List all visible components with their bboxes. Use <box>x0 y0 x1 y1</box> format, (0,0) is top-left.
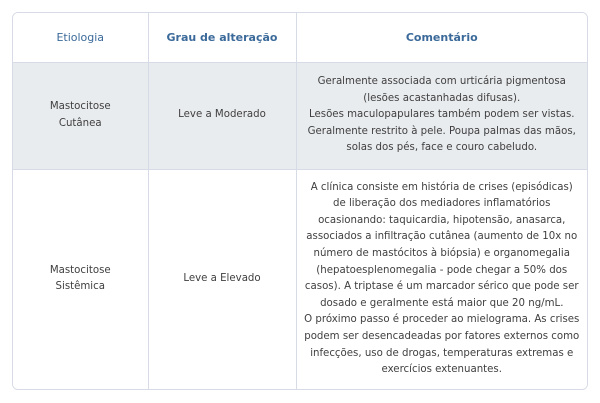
cell-text-line: associados a infiltração cutânea (aumento de 10x no <box>306 231 578 243</box>
cell-text-line: exercícios extenuantes. <box>381 364 502 376</box>
cell-text-line: O próximo passo é proceder ao mielograma. As crises <box>304 314 580 326</box>
cell-text-line: número de mastócitos à biópsia) e organomegalia <box>313 248 570 260</box>
header-comentario: Comentário <box>296 13 587 62</box>
cell-text-line: Cutânea <box>58 117 102 129</box>
cell-text-line: solas dos pés, face e couro cabeludo. <box>346 142 538 154</box>
table <box>13 13 587 389</box>
cell-text-line: Sistêmica <box>55 281 105 293</box>
cell-comentario <box>296 169 587 389</box>
table-row <box>13 62 587 169</box>
cell-text-line: A clínica consiste em história de crises (episódicas) <box>310 181 573 193</box>
cell-text-line: ocasionando: taquicardia, hipotensão, anasarca, <box>318 214 566 226</box>
cell-text-line: Mastocitose <box>49 100 111 112</box>
header-grau: Grau de alteração <box>148 13 296 62</box>
cell-text-line: casos). A triptase é um marcador sérico que pode ser <box>304 281 579 293</box>
cell-etiologia <box>13 169 148 389</box>
cell-grau: Leve a Elevado <box>148 169 296 389</box>
cell-text-line: Geralmente associada com urticária pigmentosa <box>317 76 566 88</box>
cell-text-line: (lesões acastanhadas difusas). <box>363 92 521 104</box>
cell-text-line: de liberação dos mediadores inflamatórios <box>333 198 551 210</box>
cell-comentario <box>296 62 587 169</box>
cell-text-line: dosado e geralmente está maior que 20 ng/mL. <box>320 297 564 309</box>
cell-text-line: podem ser desencadeadas por fatores externos como <box>304 331 580 343</box>
cell-text-line: infecções, uso de drogas, temperaturas extremas e <box>310 347 574 359</box>
cell-text-line: Mastocitose <box>49 264 111 276</box>
table-row <box>13 169 587 389</box>
etiology-table <box>12 12 588 390</box>
cell-etiologia <box>13 62 148 169</box>
cell-text-line: Geralmente restrito à pele. Poupa palmas das mãos, <box>307 125 576 137</box>
cell-grau: Leve a Moderado <box>148 62 296 169</box>
cell-text-line: (hepatoesplenomegalia - pode chegar a 50% dos <box>316 264 568 276</box>
header-etiologia: Etiologia <box>13 13 148 62</box>
header-row <box>13 13 587 62</box>
cell-text-line: Lesões maculopapulares também podem ser vistas. <box>309 109 575 121</box>
